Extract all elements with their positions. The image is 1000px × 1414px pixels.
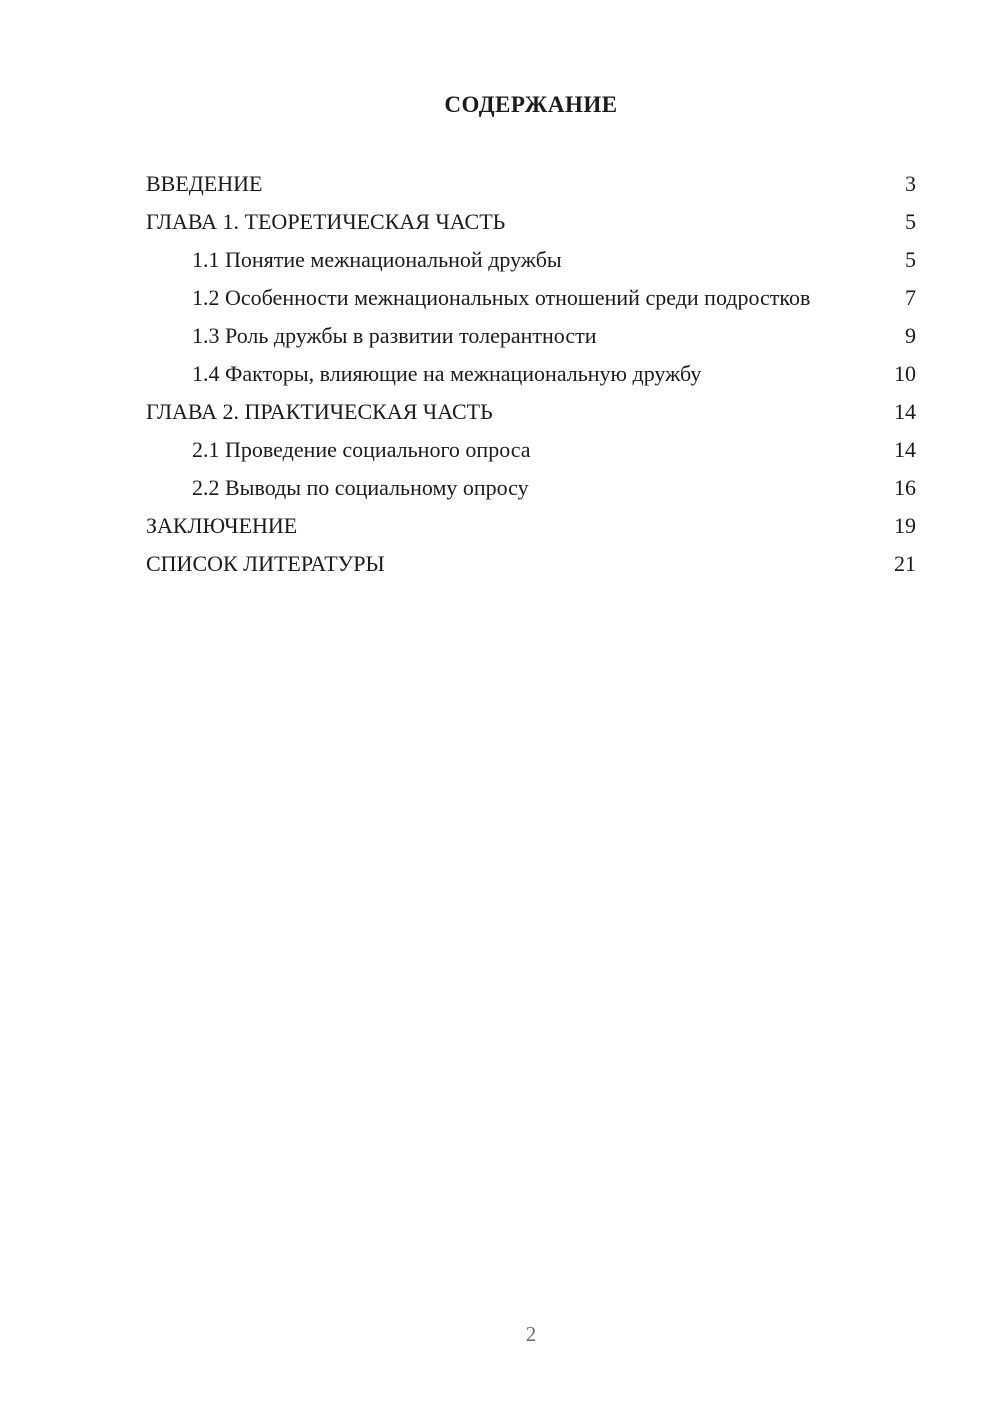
toc-entry-label: 1.1 Понятие межнациональной дружбы [192,247,562,272]
toc-entry-page-number: 3 [905,171,916,196]
toc-entry [146,246,916,274]
toc-entry-label: ГЛАВА 1. ТЕОРЕТИЧЕСКАЯ ЧАСТЬ [146,209,506,234]
toc-entry-page-number: 14 [894,437,916,462]
toc-entry-page-number: 7 [905,285,916,310]
toc-entry [146,322,916,350]
toc-entry-label: 1.3 Роль дружбы в развитии толерантности [192,323,597,348]
toc-entry-page-number: 9 [905,323,916,348]
toc-entry-label: ВВЕДЕНИЕ [146,171,263,196]
toc-entry [146,512,916,540]
toc-entry-label: 1.4 Факторы, влияющие на межнациональную дружбу [192,361,702,386]
toc-entry [146,284,916,312]
toc-entry-page-number: 5 [905,247,916,272]
toc-entry-label: СПИСОК ЛИТЕРАТУРЫ [146,551,385,576]
toc-entry [146,360,916,388]
toc-entry-label: 1.2 Особенности межнациональных отношений среди подростков [192,285,811,310]
toc-entry-page-number: 16 [894,475,916,500]
toc-entry-page-number: 10 [894,361,916,386]
toc-entry-label: 2.1 Проведение социального опроса [192,437,531,462]
footer-page-number: 2 [525,1322,537,1346]
page-title: СОДЕРЖАНИЕ [444,92,618,117]
toc-entry [146,208,916,236]
content-area [146,0,916,588]
toc-entry-label: ЗАКЛЮЧЕНИЕ [146,513,298,538]
toc-entry-page-number: 14 [894,399,916,424]
toc-entry [146,436,916,464]
toc-entry-page-number: 21 [894,551,916,576]
table-of-contents [146,170,916,578]
toc-entry-page-number: 19 [894,513,916,538]
toc-entry [146,170,916,198]
toc-entry-label: 2.2 Выводы по социальному опросу [192,475,529,500]
toc-entry-page-number: 5 [905,209,916,234]
toc-entry [146,474,916,502]
toc-entry-label: ГЛАВА 2. ПРАКТИЧЕСКАЯ ЧАСТЬ [146,399,493,424]
toc-entry [146,398,916,426]
toc-entry [146,550,916,578]
